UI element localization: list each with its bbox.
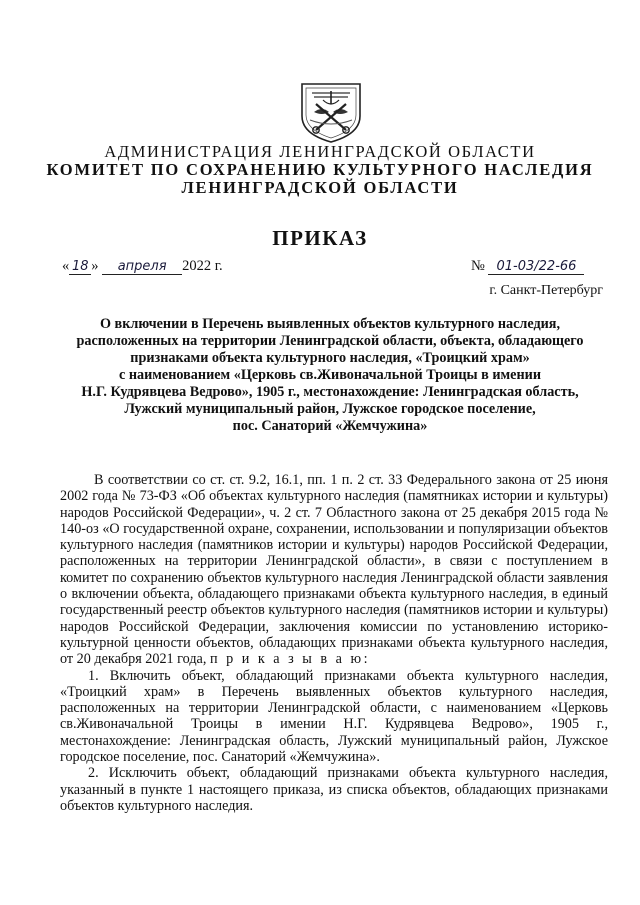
document-number (471, 258, 584, 275)
order-item-2: 2. Исключить объект, обладающий признаками объекта культурного наследия, указанный в пункте 1 настоящего приказа, из списка объектов, обладающих признаками объектов культурного наследия. (60, 765, 608, 814)
leningrad-oblast-coat-of-arms-icon (298, 82, 364, 144)
org-name-line-3: ЛЕНИНГРАДСКОЙ ОБЛАСТИ (181, 178, 459, 197)
number-handwritten: 01-03/22-66 (488, 259, 584, 275)
title-line: расположенных на территории Ленинградской области, объекта, обладающего (76, 333, 584, 349)
document-date (62, 258, 223, 275)
title-line: признаками объекта культурного наследия, «Троицкий храм» (130, 350, 530, 366)
directive-word: п р и к а з ы в а ю: (209, 651, 371, 668)
order-item-1: 1. Включить объект, обладающий признаками объекта культурного наследия, «Троицкий храм» в Перечень выявленных объектов культурного наследия, расположенных на территории Ленинградской области, с наименованием «Церковь св.Живоначальной Троицы в имении Н.Г. Кудрявцева Ведрово», 1905 г., местонахождение: Ленинградская область, Лужский муниципальный район, Лужское городское поселение, пос. Санаторий «Жемчужина». (60, 667, 608, 766)
org-name-line-1: АДМИНИСТРАЦИЯ ЛЕНИНГРАДСКОЙ ОБЛАСТИ (104, 142, 536, 161)
title-line: Лужский муниципальный район, Лужское городское поселение, (124, 401, 536, 417)
date-year: 2022 г. (182, 258, 223, 274)
date-open-quote: « (62, 258, 70, 274)
title-line: с наименованием «Церковь св.Живоначальной Троицы в имении (118, 367, 541, 383)
number-label: № (471, 258, 485, 274)
document-body (60, 472, 608, 814)
date-close-quote: » (91, 258, 99, 274)
document-city: г. Санкт-Петербург (489, 283, 603, 298)
preamble-paragraph (60, 472, 608, 668)
title-line: пос. Санаторий «Жемчужина» (232, 418, 428, 434)
date-month-handwritten: апреля (102, 259, 182, 275)
preamble-text: В соответствии со ст. ст. 9.2, 16.1, пп. 1 п. 2 ст. 33 Федерального закона от 25 июня 2002 года № 73-ФЗ «Об объектах культурного наследия (памятниках истории и культуры) народов Российской Федерации», ч. 2 ст. 7 Областного закона от 25 декабря 2015 года № 140-оз «О государственной охране, сохранении, использовании и популяризации объектов культурного наследия (памятников истории и культуры) народов Российской Федерации, расположенных на территории Ленинградской области», в связи с поступлением в комитет по сохранению объектов культурного наследия Ленинградской области заявления о включении объекта, обладающего признаками объекта культурного наследия, в единый государственный реестр объектов культурного наследия (памятников истории и культуры) народов Российской Федерации, заключения комиссии по установлению историко-культурной ценности объектов, обладающих признаками объекта культурного наследия, от 20 декабря 2021 года, (60, 472, 608, 668)
org-name-line-2: КОМИТЕТ ПО СОХРАНЕНИЮ КУЛЬТУРНОГО НАСЛЕДИЯ (46, 160, 594, 179)
document-type-heading: ПРИКАЗ (272, 226, 368, 250)
title-line: О включении в Перечень выявленных объектов культурного наследия, (99, 316, 561, 332)
title-line: Н.Г. Кудрявцева Ведрово», 1905 г., местонахождение: Ленинградская область, (81, 384, 579, 400)
document-title (50, 316, 610, 435)
date-day-handwritten: 18 (69, 259, 91, 275)
